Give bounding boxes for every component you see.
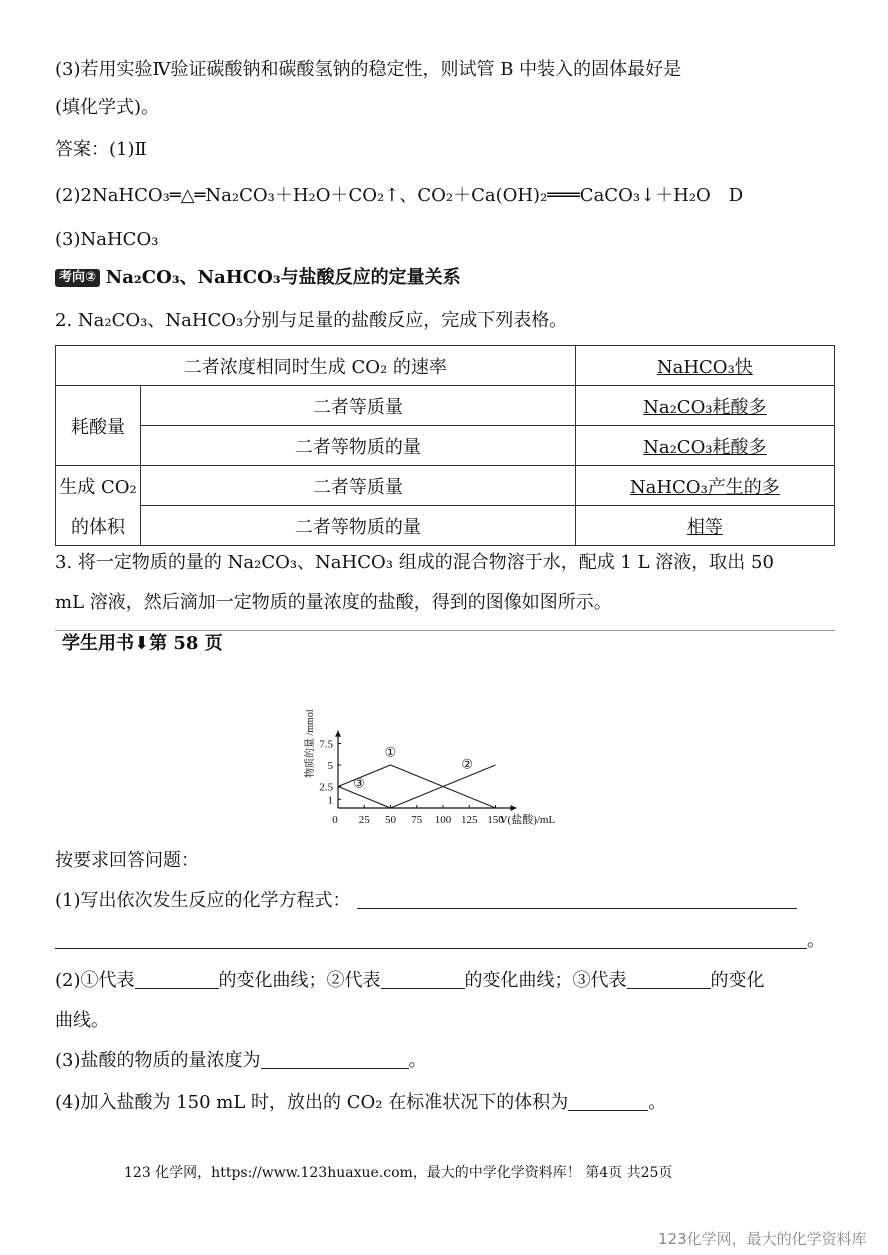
answer-blank-1b[interactable] — [55, 930, 807, 949]
q3-line-1: (3)若用实验Ⅳ验证碳酸钠和碳酸氢钠的稳定性，则试管 B 中装入的固体最好是 — [55, 59, 682, 80]
x-tick-label: 100 — [434, 814, 452, 826]
table-cell-rate: NaHCO₃快 — [575, 346, 834, 386]
table-cell-co2-mass: NaHCO₃产生的多 — [575, 466, 834, 506]
q2-text: 2. Na₂CO₃、NaHCO₃分别与足量的盐酸反应，完成下列表格。 — [55, 310, 568, 331]
comparison-table — [55, 345, 835, 546]
table-group-co2: 生成 CO₂ 的体积 — [56, 466, 141, 546]
section-tag: 考向② — [55, 269, 100, 287]
question-2-cont: 曲线。 — [55, 1010, 109, 1031]
answer-blank-2b[interactable] — [381, 970, 465, 989]
y-axis-label: 物质的量 /mmol — [305, 709, 316, 778]
x-axis-label: V(盐酸)/mL — [499, 814, 556, 826]
answer-blank-3[interactable] — [261, 1050, 409, 1069]
book-reference: 学生用书⬇第 58 页 — [62, 633, 223, 654]
question-2: (2)①代表 的变化曲线；②代表 的变化曲线；③代表 的变化 — [55, 970, 765, 991]
x-axis-arrow — [511, 805, 517, 811]
x-tick-label: 75 — [411, 814, 423, 826]
x-tick-label: 50 — [385, 814, 396, 826]
page-footer: 123 化学网，https://www.123huaxue.com，最大的中学化学资料库！ 第4页 共25页 — [124, 1165, 673, 1181]
series-label-2: ② — [461, 756, 473, 772]
table-sub-label: 二者等质量 — [141, 386, 576, 426]
answer-3: (3)NaHCO₃ — [55, 229, 159, 250]
answer-blank-2c[interactable] — [627, 970, 711, 989]
answer-2: (2)2NaHCO₃═△═Na₂CO₃＋H₂O＋CO₂↑、CO₂＋Ca(OH)₂═══CaCO₃↓＋H₂O D — [55, 185, 744, 206]
table-row-label: 二者浓度相同时生成 CO₂ 的速率 — [56, 346, 576, 386]
x-tick-label: 25 — [358, 814, 370, 826]
q3-line-2: (填化学式)。 — [55, 97, 160, 118]
answer-blank-1[interactable] — [357, 890, 797, 909]
y-tick-label: 5 — [327, 760, 333, 772]
series-label-3: ③ — [353, 775, 365, 791]
question-3: (3)盐酸的物质的量浓度为 。 — [55, 1050, 427, 1071]
chart — [298, 680, 598, 830]
y-tick-label: 7.5 — [319, 738, 333, 751]
y-tick-label: 1 — [327, 794, 333, 807]
table-sub-label: 二者等物质的量 — [141, 506, 576, 546]
x-tick-label: 150 — [487, 814, 504, 826]
answer-label: 答案：(1)Ⅱ — [55, 139, 147, 160]
table-group-acid: 耗酸量 — [56, 386, 141, 466]
section-title: Na₂CO₃、NaHCO₃与盐酸反应的定量关系 — [105, 267, 461, 288]
table-sub-label: 二者等物质的量 — [141, 426, 576, 466]
section-heading — [55, 266, 461, 290]
table-cell-acid-mol: Na₂CO₃耗酸多 — [575, 426, 834, 466]
answer-blank-2a[interactable] — [135, 970, 219, 989]
series-label-1: ① — [384, 744, 397, 760]
x-tick-label: 125 — [461, 814, 478, 826]
table-sub-label: 二者等质量 — [141, 466, 576, 506]
question-1-cont: 。 — [55, 929, 825, 953]
table-cell-acid-mass: Na₂CO₃耗酸多 — [575, 386, 834, 426]
q3-intro-1: 3. 将一定物质的量的 Na₂CO₃、NaHCO₃ 组成的混合物溶于水，配成 1 L 溶液，取出 50 — [55, 552, 774, 573]
question-1: (1)写出依次发生反应的化学方程式： — [55, 889, 797, 913]
arrow-down-icon: ⬇ — [134, 633, 150, 654]
x-tick-label: 0 — [332, 814, 338, 826]
y-axis-arrow — [335, 731, 341, 737]
divider — [55, 630, 835, 631]
q3-intro-2: mL 溶液，然后滴加一定物质的量浓度的盐酸，得到的图像如图所示。 — [55, 592, 612, 613]
answer-blank-4[interactable] — [568, 1092, 648, 1111]
question-4: (4)加入盐酸为 150 mL 时，放出的 CO₂ 在标准状况下的体积为 。 — [55, 1092, 667, 1113]
instruction: 按要求回答问题： — [55, 850, 199, 871]
table-cell-co2-mol: 相等 — [575, 506, 834, 546]
y-tick-label: 2.5 — [319, 781, 333, 794]
watermark: 123化学网，最大的化学资料库 — [658, 1230, 867, 1248]
